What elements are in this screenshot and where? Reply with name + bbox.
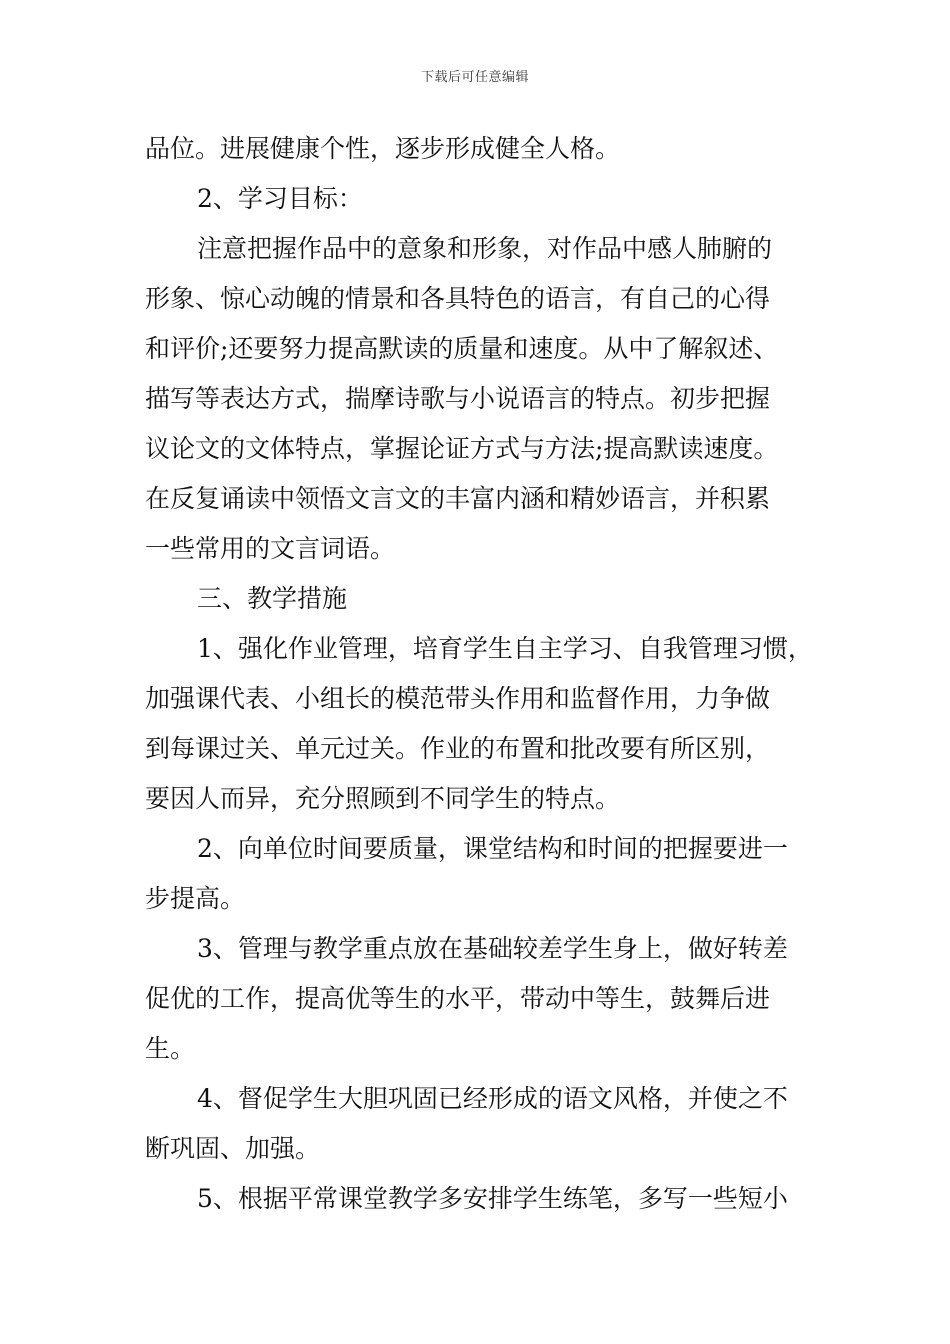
text-line: 要因人而异，充分照顾到不同学生的特点。 [145, 784, 621, 813]
text-line: 2、向单位时间要质量，课堂结构和时间的把握要进一 [197, 834, 788, 863]
text-line: 断巩固、加强。 [145, 1134, 321, 1163]
text-line: 1、强化作业管理，培育学生自主学习、自我管理习惯， [197, 634, 813, 663]
text-line: 注意把握作品中的意象和形象，对作品中感人肺腑的 [197, 234, 773, 263]
text-line: 形象、惊心动魄的情景和各具特色的语言，有自己的心得 [145, 284, 771, 313]
text-line: 到每课过关、单元过关。作业的布置和批改要有所区别， [145, 734, 771, 763]
page-header: 下载后可任意编辑 [420, 70, 529, 85]
text-line: 三、教学措施 [197, 584, 348, 613]
text-line: 在反复诵读中领悟文言文的丰富内涵和精妙语言，并积累 [145, 484, 771, 513]
text-line: 4、督促学生大胆巩固已经形成的语文风格，并使之不 [197, 1084, 788, 1113]
text-line: 议论文的文体特点，掌握论证方式与方法;提高默读速度。 [145, 434, 779, 463]
document-body [145, 124, 813, 1224]
text-line: 描写等表达方式，揣摩诗歌与小说语言的特点。初步把握 [145, 384, 771, 413]
text-line: 5、根据平常课堂教学多安排学生练笔，多写一些短小 [197, 1184, 788, 1213]
text-line: 促优的工作，提高优等生的水平，带动中等生，鼓舞后进 [145, 984, 771, 1013]
text-line: 3、管理与教学重点放在基础较差学生身上，做好转差 [197, 934, 788, 963]
text-line: 2、学习目标： [197, 184, 363, 213]
text-line: 一些常用的文言词语。 [145, 534, 396, 563]
text-line: 加强课代表、小组长的模范带头作用和监督作用，力争做 [145, 684, 771, 713]
text-line: 生。 [145, 1034, 196, 1063]
text-line: 和评价;还要努力提高默读的质量和速度。从中了解叙述、 [145, 334, 779, 363]
text-line: 品位。进展健康个性，逐步形成健全人格。 [145, 134, 621, 163]
text-line: 步提高。 [145, 884, 246, 913]
